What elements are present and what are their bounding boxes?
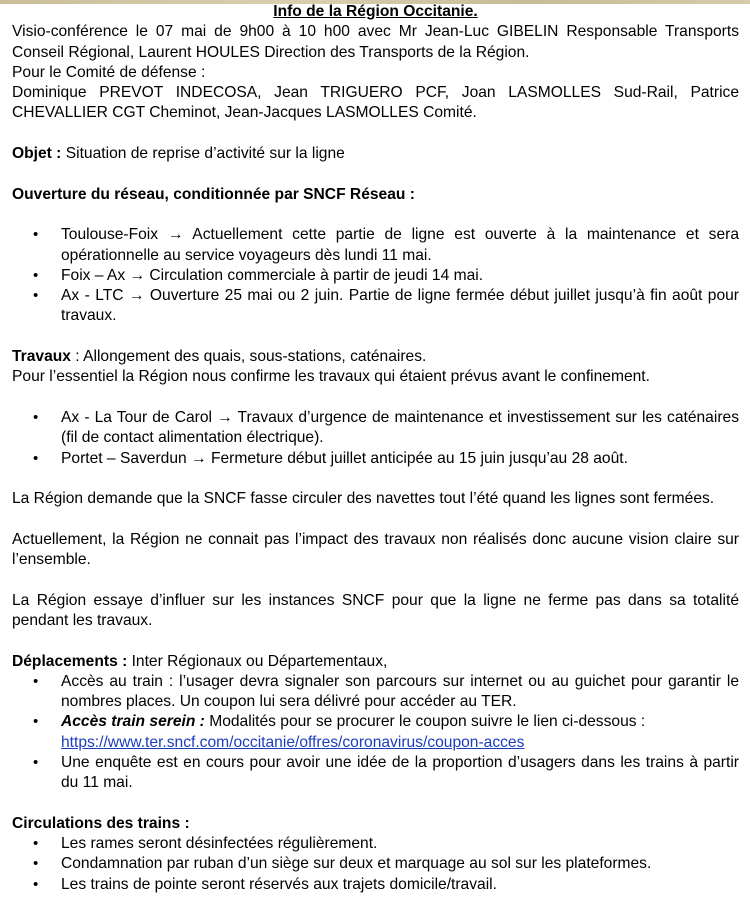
- intro-meeting: Visio-conférence le 07 mai de 9h00 à 10 h00 avec Mr Jean-Luc GIBELIN Responsable Transports Conseil Régional, Laurent HOULES Direction des Transports de la Région.: [12, 23, 739, 61]
- list-item: • Les trains de pointe seront réservés aux trajets domicile/travail.: [12, 875, 739, 895]
- ouverture-heading: Ouverture du réseau, conditionnée par SNCF Réseau :: [12, 185, 415, 203]
- bullet-icon: •: [33, 408, 39, 426]
- objet-text: Situation de reprise d’activité sur la ligne: [61, 145, 345, 163]
- bullet-icon: •: [33, 449, 39, 467]
- travaux-label: Travaux: [12, 348, 71, 366]
- paragraph-navettes: La Région demande que la SNCF fasse circuler des navettes tout l’été quand les lignes sont fermées.: [12, 490, 715, 508]
- bullet-icon: •: [33, 753, 39, 771]
- bullet-icon: •: [33, 266, 39, 284]
- paragraph-impact: Actuellement, la Région ne connait pas l’impact des travaux non réalisés donc aucune vision claire sur l’ensemble.: [12, 530, 739, 569]
- acces-train-serein-label: Accès train serein :: [61, 713, 205, 731]
- committee-members: Dominique PREVOT INDECOSA, Jean TRIGUERO PCF, Joan LASMOLLES Sud-Rail, Patrice CHEVALLIER CGT Cheminot, Jean-Jacques LASMOLLES Comité.: [12, 84, 739, 122]
- document-title: Info de la Région Occitanie.: [273, 3, 478, 20]
- travaux-text: : Allongement des quais, sous-stations, caténaires.: [70, 348, 427, 366]
- bullet-icon: •: [33, 835, 39, 853]
- travaux-line: [12, 347, 739, 367]
- ouverture-list: [12, 225, 739, 326]
- bullet-icon: •: [33, 226, 39, 244]
- document-page: [12, 2, 739, 895]
- list-item: • Toulouse-Foix → Actuellement cette partie de ligne est ouverte à la maintenance et sera opérationnelle au service voyageurs dès lundi 11 mai.: [33, 226, 739, 264]
- list-item: • Une enquête est en cours pour avoir une idée de la proportion d’usagers dans les trains à partir du 11 mai.: [33, 753, 739, 792]
- deplacements-label: Déplacements :: [12, 652, 128, 670]
- circulations-list: [12, 834, 739, 895]
- list-item: • Les rames seront désinfectées régulièrement.: [12, 834, 739, 854]
- deplacements-text: Inter Régionaux ou Départementaux,: [127, 652, 388, 670]
- travaux-list: [12, 408, 739, 469]
- paragraph-influence: La Région essaye d’influer sur les instances SNCF pour que la ligne ne ferme pas dans sa totalité pendant les travaux.: [12, 591, 739, 629]
- coupon-acces-link[interactable]: https://www.ter.sncf.com/occitanie/offres/coronavirus/coupon-acces: [61, 733, 525, 751]
- bullet-icon: •: [33, 875, 39, 893]
- list-item: • Ax - La Tour de Carol → Travaux d’urgence de maintenance et investissement sur les caténaires (fil de contact alimentation électrique).: [33, 408, 739, 447]
- bullet-icon: •: [33, 287, 39, 305]
- travaux-confirmation: Pour l’essentiel la Région nous confirme les travaux qui étaient prévus avant le confinement.: [12, 368, 650, 386]
- objet-line: [12, 144, 739, 164]
- committee-label: Pour le Comité de défense :: [12, 63, 206, 81]
- circulations-heading: Circulations des trains :: [12, 814, 190, 832]
- bullet-icon: •: [33, 672, 39, 690]
- list-item: • Foix – Ax → Circulation commerciale à partir de jeudi 14 mai.: [12, 266, 739, 286]
- list-item: • Ax - LTC → Ouverture 25 mai ou 2 juin. Partie de ligne fermée début juillet jusqu’à fin août pour travaux.: [33, 287, 739, 325]
- deplacements-list: [12, 672, 739, 794]
- objet-label: Objet :: [12, 145, 62, 163]
- bullet-icon: •: [33, 713, 39, 731]
- list-item: • Condamnation par ruban d’un siège sur deux et marquage au sol sur les plateformes.: [12, 854, 739, 874]
- list-item: • Accès au train : l’usager devra signaler son parcours sur internet ou au guichet pour garantir le nombres places. Un coupon lui sera délivré pour accéder au TER.: [33, 672, 739, 711]
- bullet-icon: •: [33, 855, 39, 873]
- list-item: • Portet – Saverdun → Fermeture début juillet anticipée au 15 juin jusqu’au 28 août.: [12, 449, 739, 469]
- deplacements-line: [12, 652, 739, 672]
- list-item: • Accès train serein : Modalités pour se procurer le coupon suivre le lien ci-dessous : https://www.ter.sncf.com/occitanie/offres/coronavirus/coupon-acces: [33, 713, 646, 751]
